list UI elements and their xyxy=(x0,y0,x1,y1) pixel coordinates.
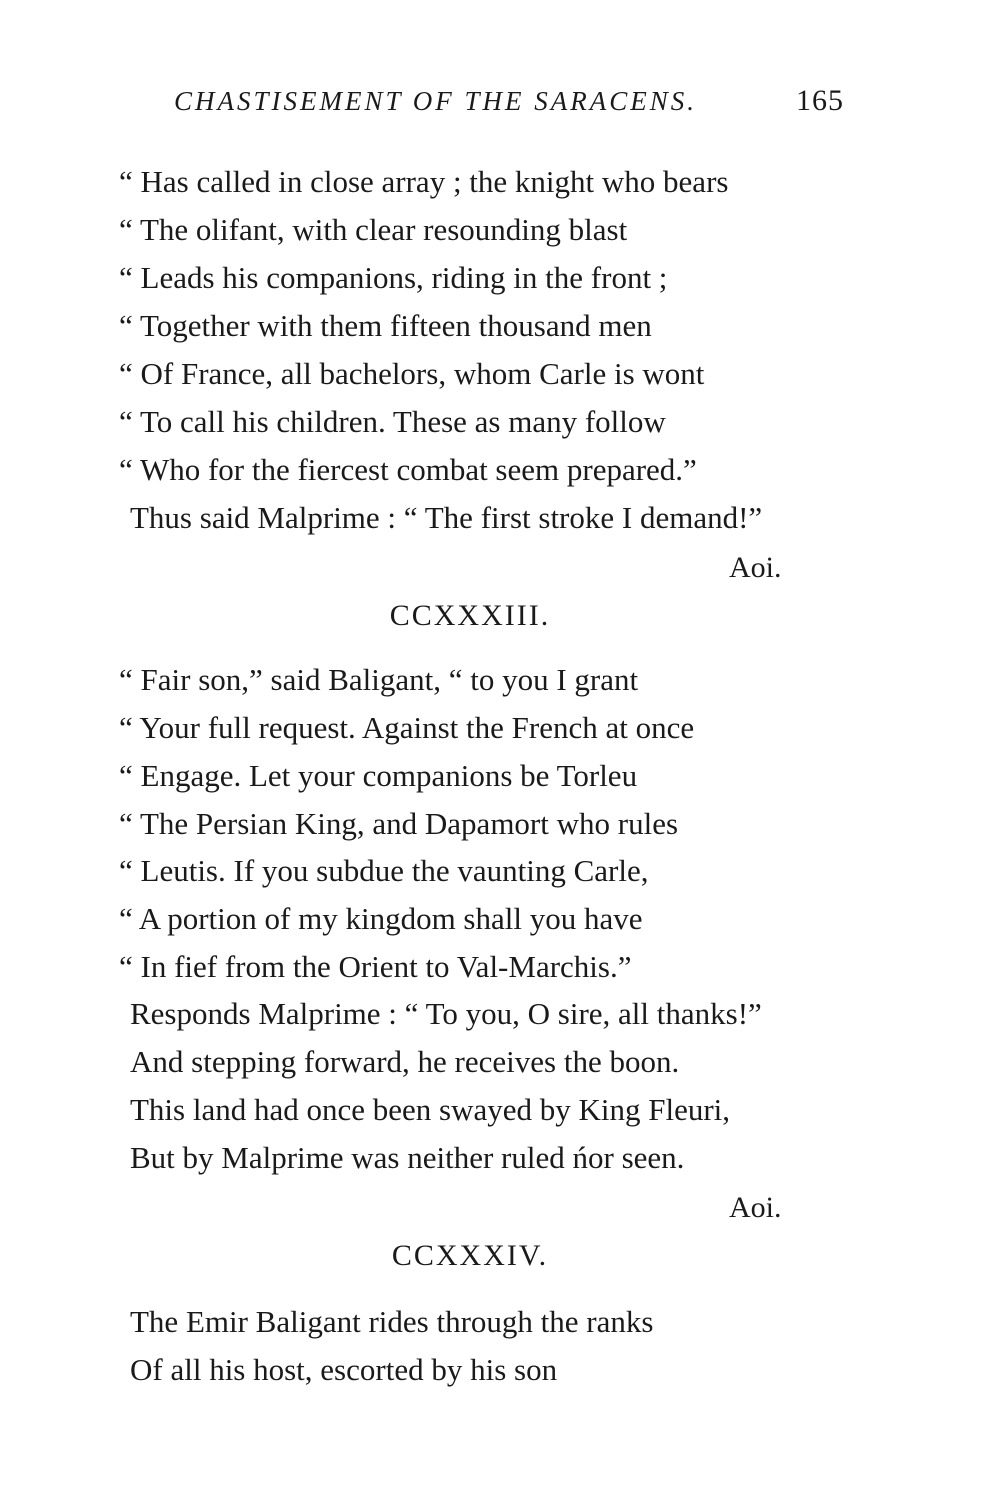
aoi-refrain: Aoi. xyxy=(729,551,782,584)
verse-line: “ The Persian King, and Dapamort who rules xyxy=(119,806,679,841)
verse-line: “ Your full request. Against the French at once xyxy=(119,710,695,745)
verse-line: “ Together with them fifteen thousand men xyxy=(119,308,652,343)
page-number: 165 xyxy=(796,84,844,117)
verse-line: “ Fair son,” said Baligant, “ to you I grant xyxy=(119,662,639,697)
aoi-refrain: Aoi. xyxy=(729,1191,782,1224)
verse-line: “ Engage. Let your companions be Torleu xyxy=(119,758,638,793)
verse-line: The Emir Baligant rides through the ranks xyxy=(130,1304,654,1339)
verse-line: Of all his host, escorted by his son xyxy=(130,1352,558,1387)
verse-line: “ Has called in close array ; the knight who bears xyxy=(119,164,729,199)
verse-line: “ A portion of my kingdom shall you have xyxy=(119,901,643,936)
stanza-number: CCXXXIII. xyxy=(389,599,551,632)
verse-line: “ Who for the fiercest combat seem prepared.” xyxy=(119,452,697,487)
verse-line: But by Malprime was neither ruled ńor seen. xyxy=(130,1140,685,1175)
verse-line: And stepping forward, he receives the boon. xyxy=(130,1044,680,1079)
verse-line: “ Of France, all bachelors, whom Carle is wont xyxy=(119,356,705,391)
verse-line: “ Leads his companions, riding in the front ; xyxy=(119,260,668,295)
running-title: CHASTISEMENT OF THE SARACENS. xyxy=(174,86,698,116)
verse-line: “ To call his children. These as many follow xyxy=(119,404,666,439)
verse-line: “ The olifant, with clear resounding blast xyxy=(119,212,628,247)
verse-line: Responds Malprime : “ To you, O sire, all thanks!” xyxy=(130,996,762,1031)
verse-line: “ Leutis. If you subdue the vaunting Carle, xyxy=(119,853,649,888)
running-head xyxy=(174,86,844,136)
verse-line: This land had once been swayed by King Fleuri, xyxy=(130,1092,731,1127)
stanza-number: CCXXXIV. xyxy=(391,1239,549,1272)
verse-line: Thus said Malprime : “ The first stroke I demand!” xyxy=(130,500,763,535)
verse-line: “ In fief from the Orient to Val-Marchis.” xyxy=(119,949,632,984)
